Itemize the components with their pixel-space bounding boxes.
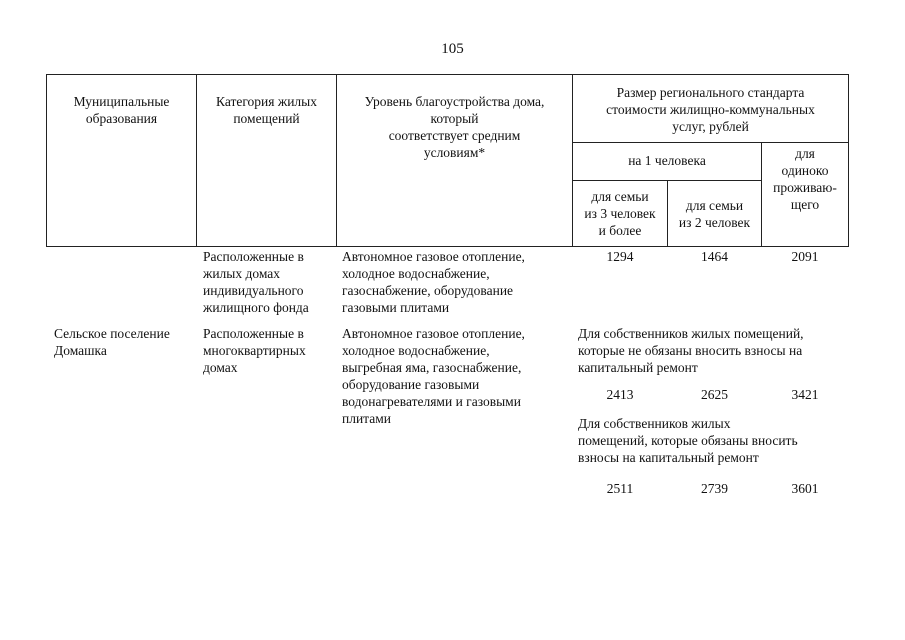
row2-b-value-single: 3601 bbox=[791, 481, 819, 496]
header-per-person: на 1 человека bbox=[628, 153, 706, 168]
row2-b-value-family3: 2511 bbox=[606, 481, 634, 496]
header-family-2: для семьи из 2 человек bbox=[678, 198, 751, 230]
header-amenities: Уровень благоустройства дома, который соответствует средним условиям* bbox=[364, 94, 545, 160]
row2-category: Расположенные в многоквартирных домах bbox=[203, 326, 306, 375]
row1-amenities: Автономное газовое отопление, холодное водоснабжение, газоснабжение, оборудование газовыми плитами bbox=[342, 249, 525, 315]
row2-note-not-obliged: Для собственников жилых помещений, которые не обязаны вносить взносы на капитальный ремонт bbox=[578, 326, 804, 375]
row1-value-family3: 1294 bbox=[606, 249, 634, 264]
row1-category: Расположенные в жилых домах индивидуального жилищного фонда bbox=[203, 249, 309, 315]
row2-b-value-family2: 2739 bbox=[701, 481, 728, 496]
row2-a-value-family2: 2625 bbox=[701, 387, 728, 402]
header-municipality: Муниципальные образования bbox=[73, 94, 170, 126]
row2-a-value-single: 3421 bbox=[791, 387, 819, 402]
row2-municipality: Сельское поселение Домашка bbox=[54, 326, 170, 358]
header-standard-size: Размер регионального стандарта стоимости жилищно-коммунальных услуг, рублей bbox=[606, 85, 815, 134]
row2-note-obliged: Для собственников жилых помещений, которые обязаны вносить взносы на капитальный ремонт bbox=[578, 416, 798, 465]
header-family-3: для семьи из 3 человек и более bbox=[584, 189, 656, 238]
header-single: для одиноко проживаю- щего bbox=[773, 146, 837, 212]
row2-a-value-family3: 2413 bbox=[606, 387, 634, 402]
page-number: 105 bbox=[441, 41, 464, 57]
row2-amenities: Автономное газовое отопление, холодное водоснабжение, выгребная яма, газоснабжение, оборудование газовыми водонагревателями и газовыми плитами bbox=[342, 326, 525, 426]
header-category: Категория жилых помещений bbox=[216, 94, 317, 126]
row1-value-single: 2091 bbox=[791, 249, 819, 264]
row1-value-family2: 1464 bbox=[701, 249, 728, 264]
